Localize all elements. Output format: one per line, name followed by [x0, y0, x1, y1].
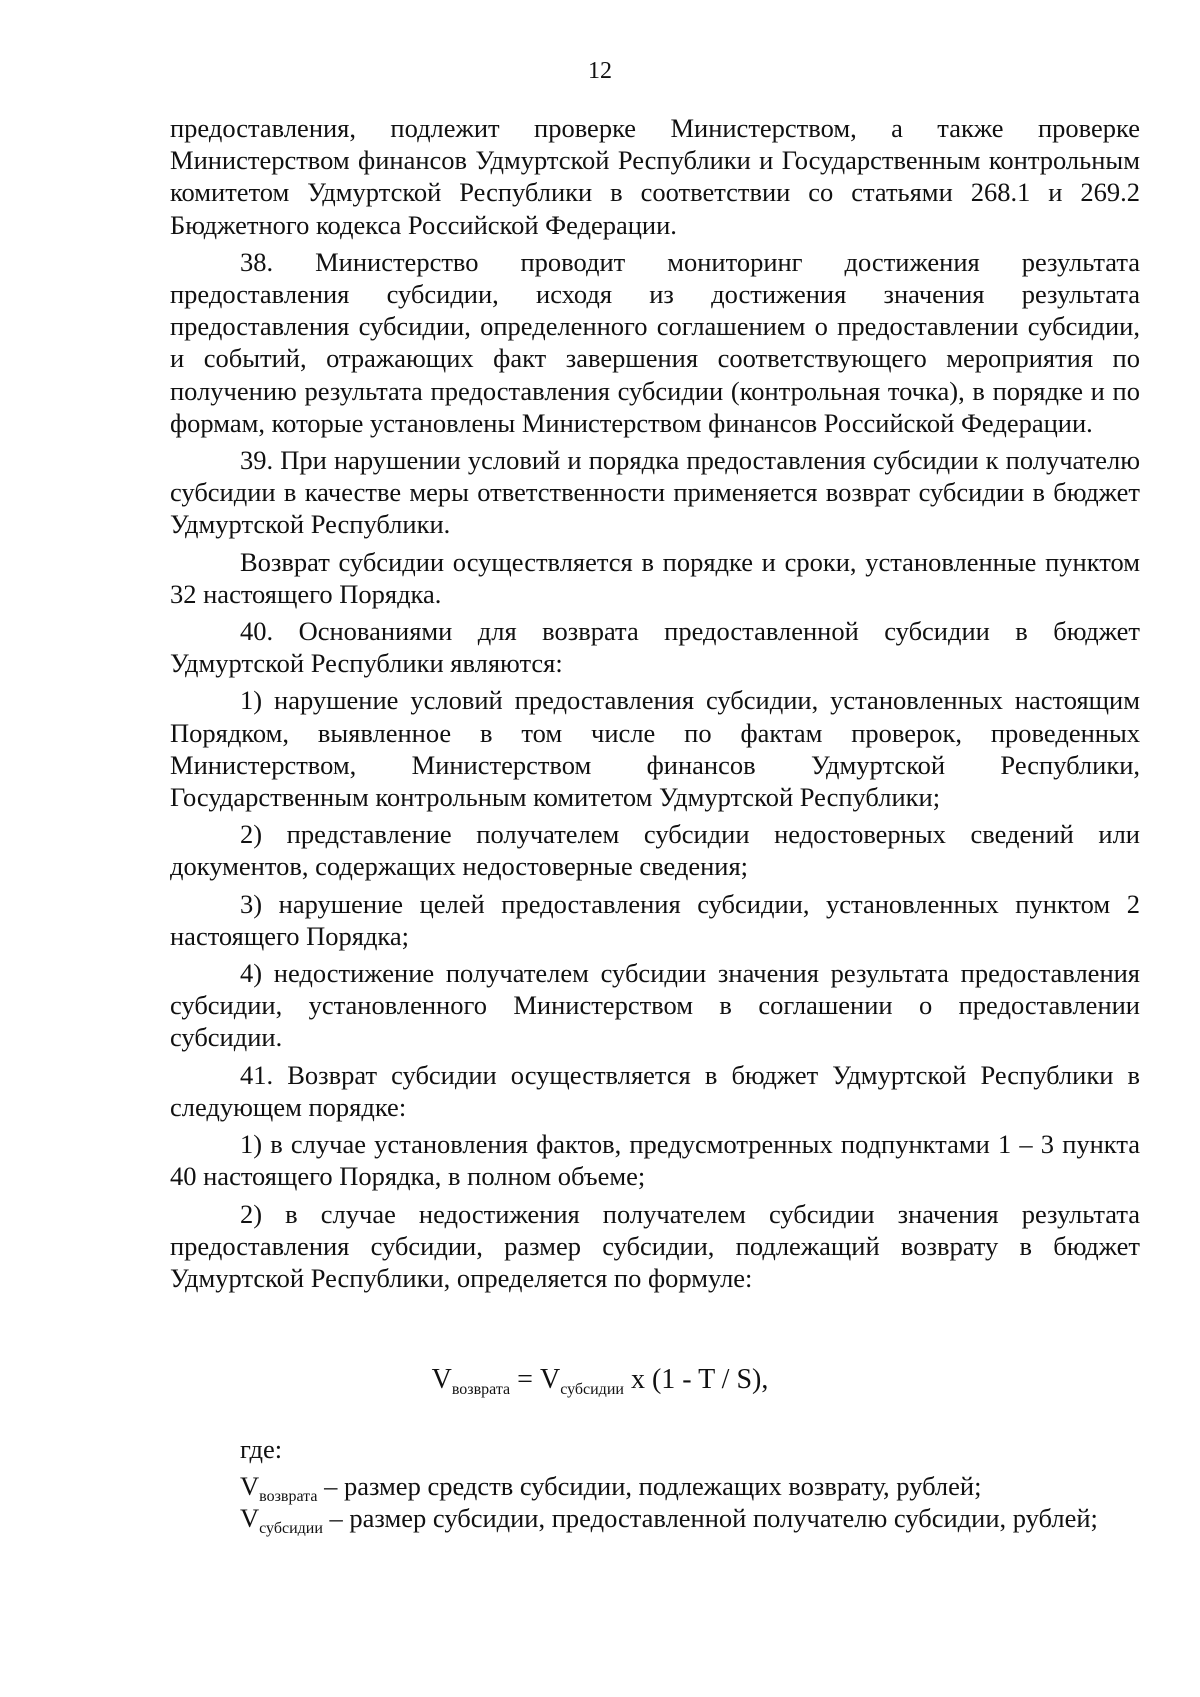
definition-v-subsidy — [170, 1502, 1140, 1538]
formula-rhs-symbol: V — [539, 1364, 561, 1395]
paragraph-38: 38. Министерство проводит мониторинг достижения результата предоставления субсидии, исходя из достижения значения результата предоставления субсидии, определенного соглашением о предоставлении субсидии, и событий, отражающих факт завершения соответствующего мероприятия по получению результата предоставления субсидии (контрольная точка), в порядке и по формам, которые установлены Министерством финансов Российской Федерации. — [170, 246, 1140, 438]
where-label: где: — [240, 1434, 283, 1464]
formula-rhs-subscript: субсидии — [560, 1381, 624, 1398]
definition-v-return — [170, 1470, 1140, 1506]
definition-symbol: V — [240, 1503, 260, 1534]
definition-subscript: возврата — [259, 1488, 318, 1506]
formula-equals: = — [510, 1364, 540, 1395]
paragraph-41-item-1: 1) в случае установления фактов, предусмотренных подпунктами 1 – 3 пункта 40 настоящего Порядка, в полном объеме; — [170, 1129, 1140, 1192]
definition-symbol: V — [240, 1471, 260, 1502]
page-number: 12 — [588, 58, 612, 84]
paragraph-41: 41. Возврат субсидии осуществляется в бюджет Удмуртской Республики в следующем порядке: — [170, 1059, 1140, 1122]
definition-subscript: субсидии — [259, 1520, 323, 1538]
paragraph-40-item-3: 3) нарушение целей предоставления субсидии, установленных пунктом 2 настоящего Порядка; — [170, 888, 1140, 951]
return-formula — [0, 1363, 1200, 1397]
paragraph-40-item-1: 1) нарушение условий предоставления субсидии, установленных настоящим Порядком, выявленное в том числе по фактам проверок, проведенных Министерством, Министерством финансов Удмуртской Республики, Государственным контрольным комитетом Удмуртской Республики; — [170, 685, 1140, 813]
paragraph-40-item-4: 4) недостижение получателем субсидии значения результата предоставления субсидии, установленного Министерством в соглашении о предоставлении субсидии. — [170, 958, 1140, 1053]
paragraph-39: 39. При нарушении условий и порядка предоставления субсидии к получателю субсидии в качестве меры ответственности применяется возврат субсидии в бюджет Удмуртской Республики. — [170, 445, 1140, 540]
paragraph-39-return: Возврат субсидии осуществляется в порядке и сроки, установленные пунктом 32 настоящего Порядка. — [170, 546, 1140, 609]
paragraph-40-item-2: 2) представление получателем субсидии недостоверных сведений или документов, содержащих недостоверные сведения; — [170, 819, 1140, 882]
formula-rhs-rest: x (1 - T / S), — [623, 1364, 769, 1395]
formula-lhs-subscript: возврата — [451, 1381, 511, 1398]
formula-lhs-symbol: V — [431, 1364, 452, 1395]
formula-definitions — [170, 1433, 1140, 1538]
paragraph-40: 40. Основаниями для возврата предоставленной субсидии в бюджет Удмуртской Республики являются: — [170, 616, 1140, 679]
paragraph-continuation: предоставления, подлежит проверке Министерством, а также проверке Министерством финансов Удмуртской Республики и Государственным контрольным комитетом Удмуртской Республики в соответствии со статьями 268.1 и 269.2 Бюджетного кодекса Российской Федерации. — [170, 113, 1140, 240]
paragraph-41-item-2: 2) в случае недостижения получателем субсидии значения результата предоставления субсидии, размер субсидии, подлежащий возврату в бюджет Удмуртской Республики, определяется по формуле: — [170, 1198, 1140, 1293]
definition-text: – размер субсидии, предоставленной получателю субсидии, рублей; — [322, 1503, 1098, 1534]
document-body — [170, 112, 1140, 1294]
definition-text: – размер средств субсидии, подлежащих возврату, рублей; — [317, 1471, 982, 1502]
